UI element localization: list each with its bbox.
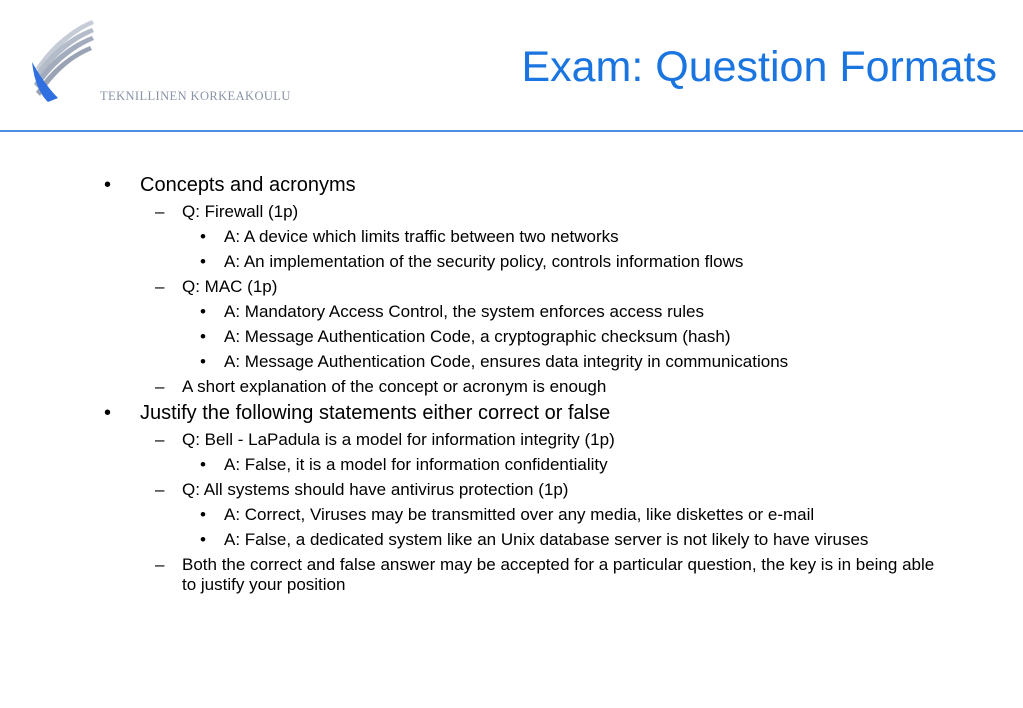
answer-text: A: Message Authentication Code, a cryptographic checksum (hash) (224, 327, 731, 346)
bullet-marker: • (200, 252, 206, 271)
slide-title: Exam: Question Formats (521, 43, 997, 91)
answer-text: A: An implementation of the security policy, controls information flows (224, 252, 744, 271)
dash-marker: – (155, 480, 165, 499)
answer-text: A: Correct, Viruses may be transmitted over any media, like diskettes or e-mail (224, 505, 815, 524)
question-text: Q: Firewall (1p) (182, 202, 299, 221)
bullet-marker: • (104, 402, 112, 424)
answer-item (0, 530, 964, 550)
note-item (0, 377, 942, 397)
answer-item (0, 327, 964, 347)
question-text: Q: MAC (1p) (182, 277, 278, 296)
bullet-marker: • (200, 505, 206, 524)
section-heading: Justify the following statements either correct or false (140, 402, 611, 424)
section-heading: Concepts and acronyms (140, 174, 356, 196)
dash-marker: – (155, 377, 165, 396)
bullet-marker: • (104, 174, 112, 196)
answer-item (0, 227, 964, 247)
university-logo (28, 18, 98, 104)
dash-marker: – (155, 277, 165, 296)
bullet-marker: • (200, 352, 206, 371)
dash-marker: – (155, 555, 165, 574)
answer-item (0, 252, 964, 272)
dash-marker: – (155, 430, 165, 449)
note-text: A short explanation of the concept or acronym is enough (182, 377, 607, 396)
answer-text: A: Mandatory Access Control, the system enforces access rules (224, 302, 704, 321)
bullet-marker: • (200, 455, 206, 474)
question-item (0, 202, 942, 222)
question-text: Q: All systems should have antivirus protection (1p) (182, 480, 569, 499)
bullet-marker: • (200, 530, 206, 549)
section-concepts (0, 173, 1023, 197)
note-item (0, 555, 942, 595)
bullet-marker: • (200, 302, 206, 321)
question-item (0, 430, 942, 450)
answer-item (0, 352, 964, 372)
answer-item (0, 505, 964, 525)
slide-content (0, 173, 1023, 595)
bullet-marker: • (200, 327, 206, 346)
section-justify (0, 401, 1023, 425)
answer-text: A: A device which limits traffic between two networks (224, 227, 619, 246)
answer-item (0, 455, 964, 475)
organization-name: TEKNILLINEN KORKEAKOULU (100, 89, 291, 103)
bullet-marker: • (200, 227, 206, 246)
dash-marker: – (155, 202, 165, 221)
note-text: Both the correct and false answer may be accepted for a particular question, the key is in being able to justify your position (182, 555, 935, 594)
answer-text: A: False, a dedicated system like an Unix database server is not likely to have viruses (224, 530, 869, 549)
answer-text: A: Message Authentication Code, ensures data integrity in communications (224, 352, 789, 371)
header-divider (0, 130, 1023, 132)
answer-text: A: False, it is a model for information confidentiality (224, 455, 608, 474)
question-text: Q: Bell - LaPadula is a model for information integrity (1p) (182, 430, 615, 449)
question-item (0, 277, 942, 297)
question-item (0, 480, 942, 500)
answer-item (0, 302, 964, 322)
